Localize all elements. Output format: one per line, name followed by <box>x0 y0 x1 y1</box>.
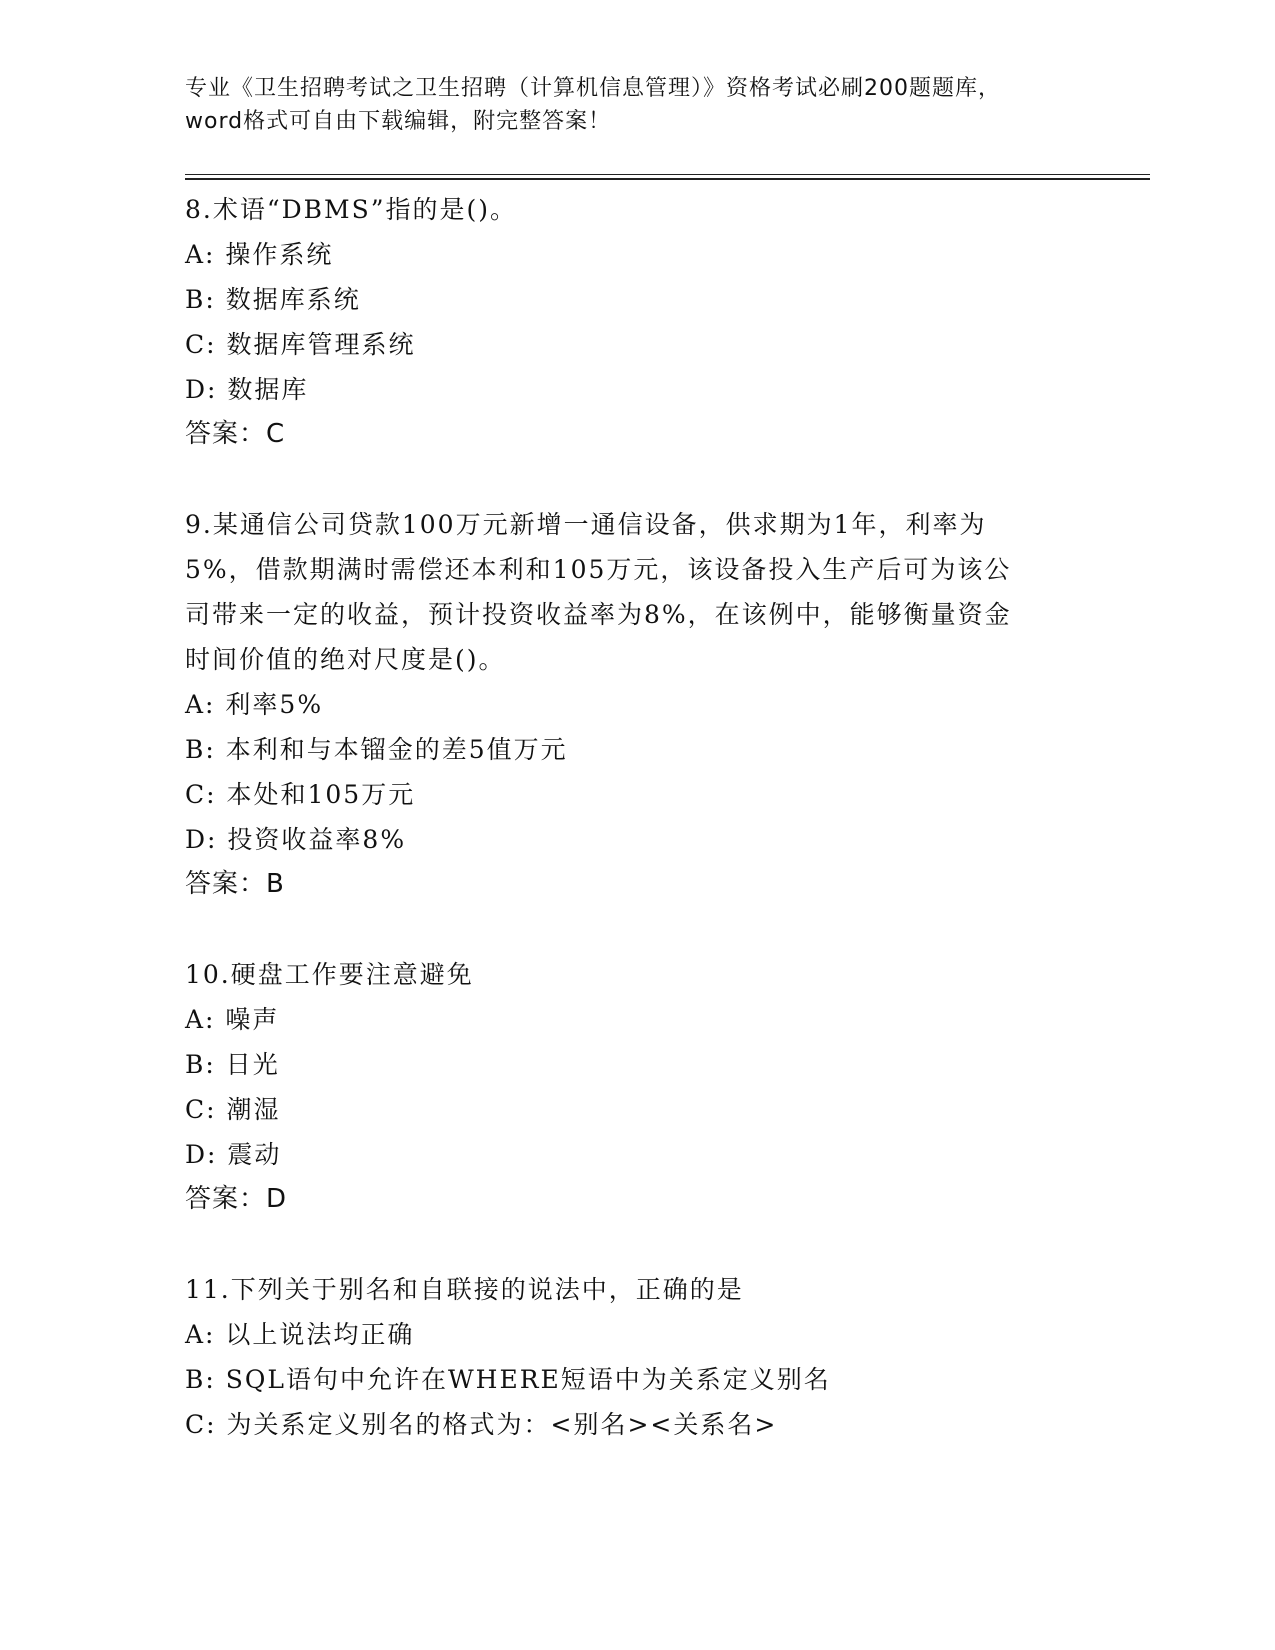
option-a: A: 操作系统 <box>185 240 334 269</box>
answer-line: 答案：B <box>185 869 285 899</box>
option-c: C: 数据库管理系统 <box>185 330 416 359</box>
document-header <box>185 72 1095 138</box>
question-text-line-1: 9.某通信公司贷款100万元新增一通信设备，供求期为1年，利率为 <box>185 510 987 539</box>
header-divider-thin <box>185 174 1150 175</box>
header-line-2: word格式可自由下载编辑，附完整答案！ <box>185 109 612 134</box>
option-a: A: 噪声 <box>185 1005 280 1034</box>
option-b: B: 本利和与本镏金的差5值万元 <box>185 735 568 764</box>
option-c: C: 潮湿 <box>185 1095 281 1124</box>
question-list <box>185 187 1065 1492</box>
option-b: B: 日光 <box>185 1050 280 1079</box>
answer-line: 答案：C <box>185 419 286 449</box>
question-text: 10.硬盘工作要注意避免 <box>185 960 474 989</box>
question-text-line-4: 时间价值的绝对尺度是()。 <box>185 645 506 674</box>
option-b: B: SQL语句中允许在WHERE短语中为关系定义别名 <box>185 1365 831 1394</box>
option-b: B: 数据库系统 <box>185 285 361 314</box>
question-8 <box>185 187 1065 457</box>
option-c: C: 为关系定义别名的格式为：<别名><关系名> <box>185 1410 778 1439</box>
question-text: 11.下列关于别名和自联接的说法中，正确的是 <box>185 1275 744 1304</box>
question-10 <box>185 952 1065 1222</box>
header-line-1: 专业《卫生招聘考试之卫生招聘（计算机信息管理）》资格考试必刷200题题库， <box>185 76 1001 101</box>
question-text: 8.术语“DBMS”指的是()。 <box>185 195 518 224</box>
option-a: A: 以上说法均正确 <box>185 1320 415 1349</box>
option-d: D: 震动 <box>185 1140 282 1169</box>
header-divider-thick <box>185 178 1150 180</box>
question-11 <box>185 1267 1065 1447</box>
question-text-line-3: 司带来一定的收益，预计投资收益率为8%，在该例中，能够衡量资金 <box>185 600 1012 629</box>
option-a: A: 利率5% <box>185 690 324 719</box>
option-d: D: 投资收益率8% <box>185 825 407 854</box>
answer-line: 答案：D <box>185 1184 288 1214</box>
option-c: C: 本处和105万元 <box>185 780 416 809</box>
option-d: D: 数据库 <box>185 375 309 404</box>
question-text-line-2: 5%，借款期满时需偿还本利和105万元，该设备投入生产后可为该公 <box>185 555 1012 584</box>
question-9 <box>185 502 1065 907</box>
